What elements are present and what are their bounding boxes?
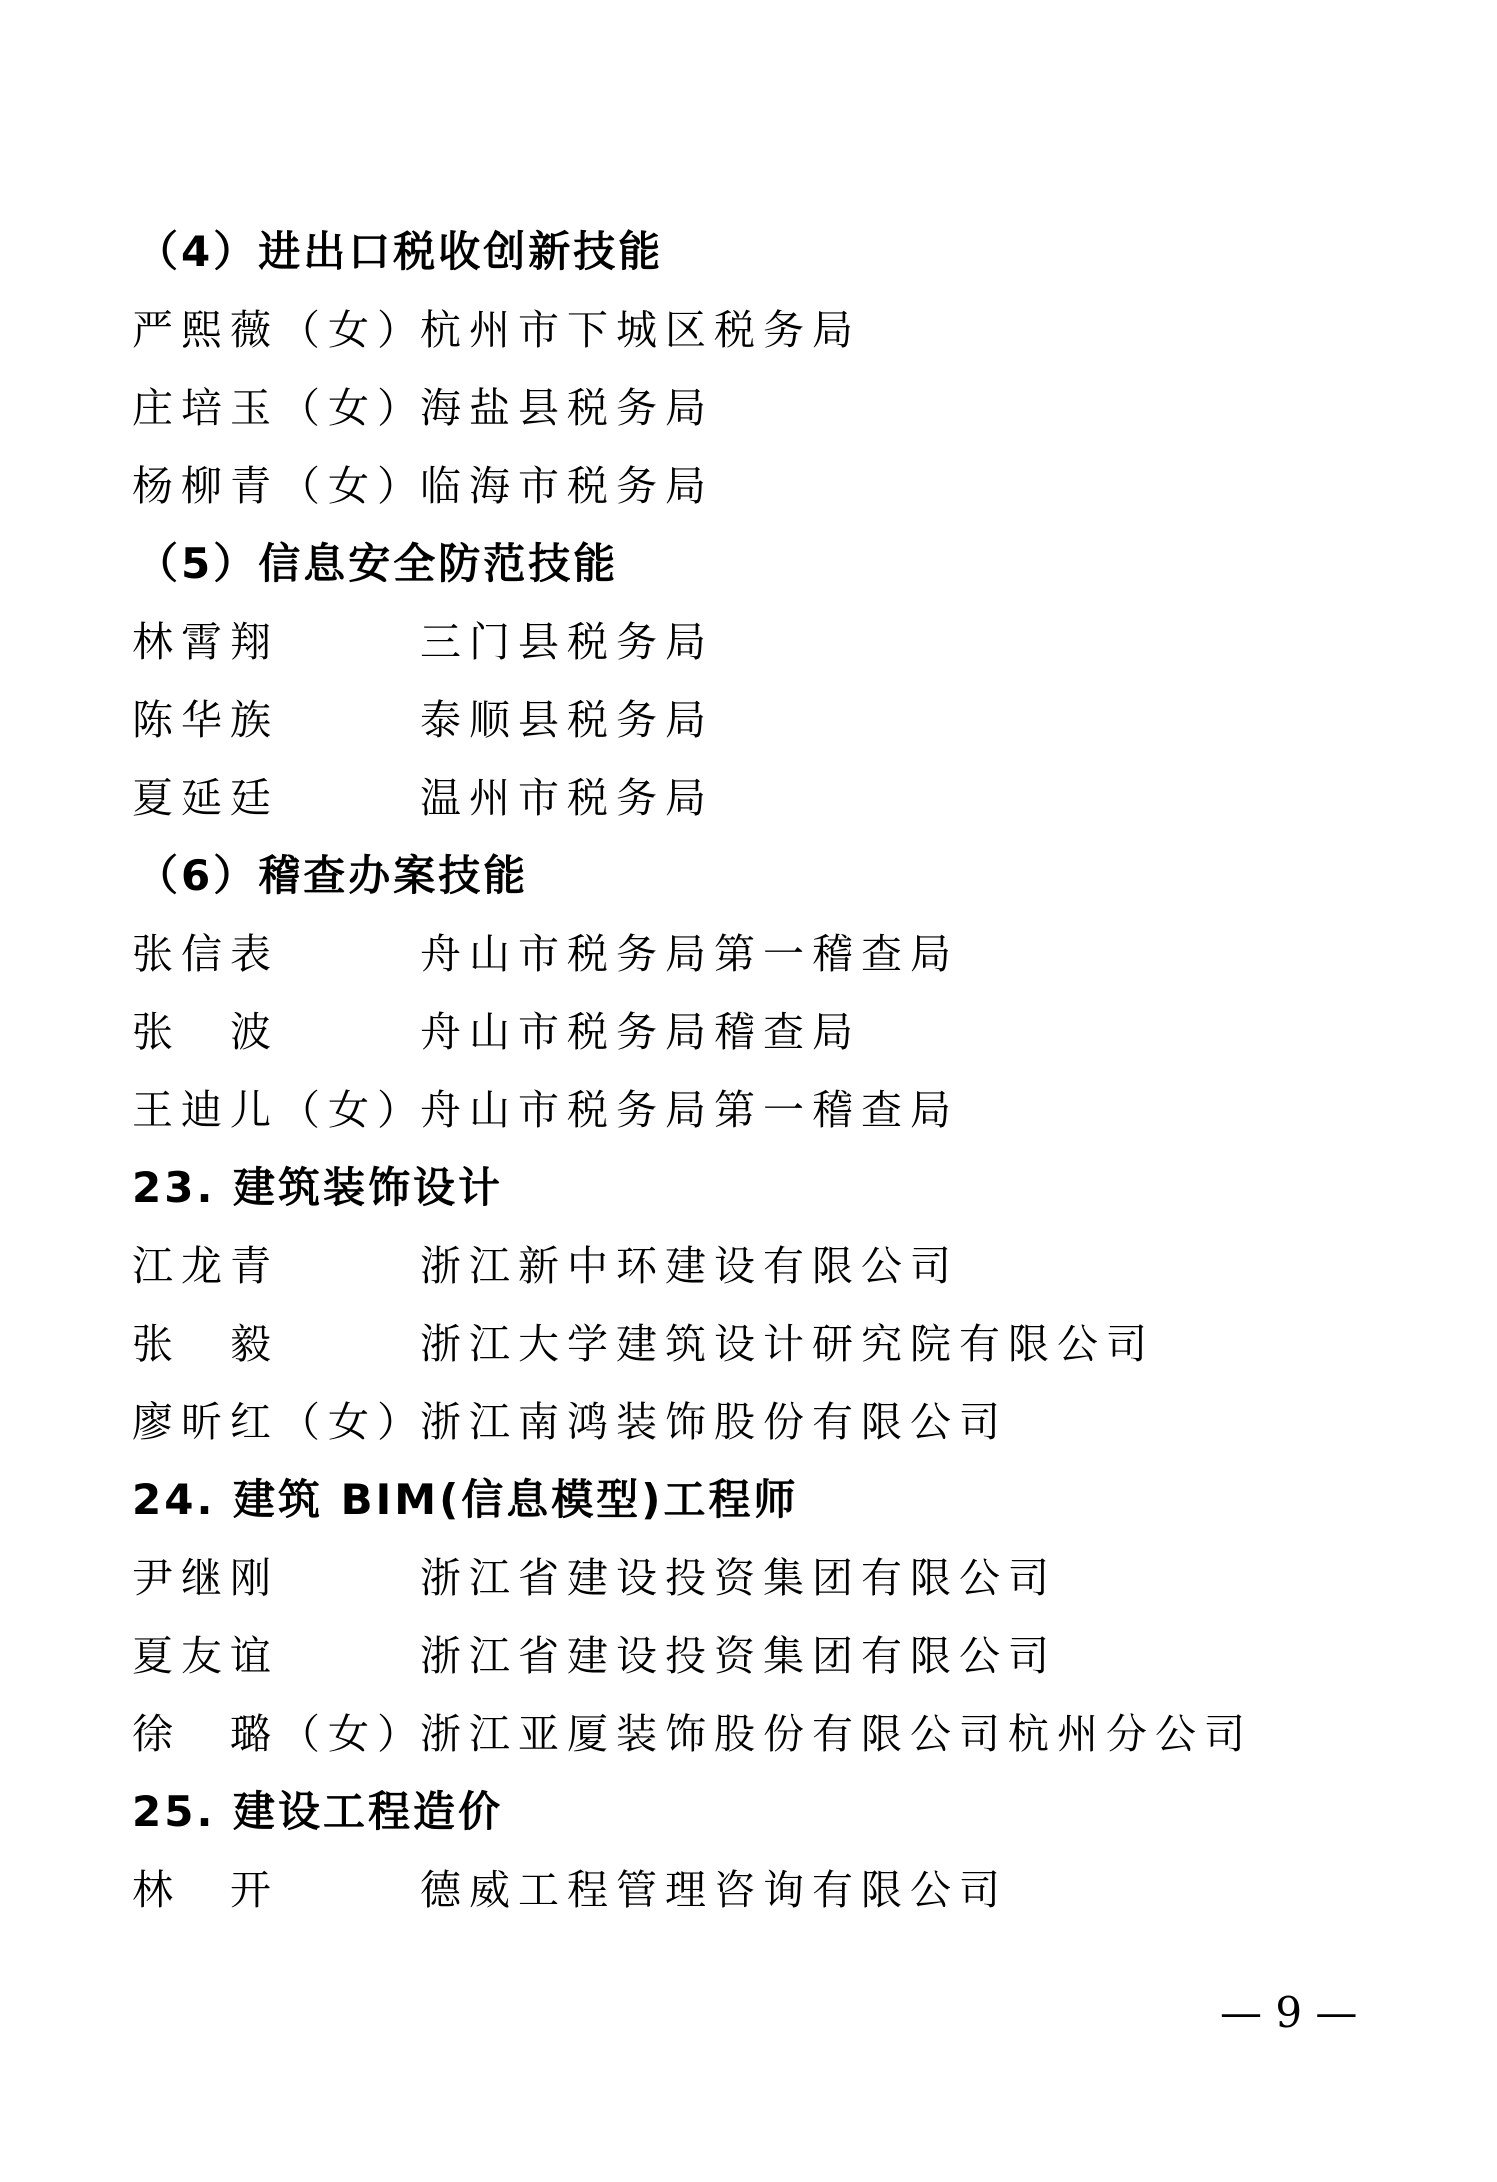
person-name: 张 波	[132, 1008, 279, 1056]
person-name: 杨柳青（女）	[132, 462, 426, 510]
person-name: 江龙青	[132, 1242, 279, 1290]
person-name: 严熙薇（女）	[132, 306, 426, 354]
organization: 舟山市税务局第一稽查局	[420, 930, 959, 978]
organization: 浙江省建设投资集团有限公司	[420, 1632, 1057, 1680]
organization: 临海市税务局	[420, 462, 714, 510]
organization: 海盐县税务局	[420, 384, 714, 432]
person-name: 尹继刚	[132, 1554, 279, 1602]
person-name: 王迪儿（女）	[132, 1086, 426, 1134]
organization: 温州市税务局	[420, 774, 714, 822]
organization: 德威工程管理咨询有限公司	[420, 1866, 1008, 1914]
person-name: 张信表	[132, 930, 279, 978]
organization: 浙江新中环建设有限公司	[420, 1242, 959, 1290]
person-name: 夏友谊	[132, 1632, 279, 1680]
organization: 浙江亚厦装饰股份有限公司杭州分公司	[420, 1710, 1253, 1758]
organization: 三门县税务局	[420, 618, 714, 666]
page-number: — 9 —	[1220, 1988, 1358, 2037]
organization: 舟山市税务局第一稽查局	[420, 1086, 959, 1134]
person-name: 徐 璐（女）	[132, 1710, 426, 1758]
section-heading: （6）稽查办案技能	[136, 851, 529, 900]
person-name: 夏延廷	[132, 774, 279, 822]
organization: 浙江省建设投资集团有限公司	[420, 1554, 1057, 1602]
section-heading: 23. 建筑装饰设计	[132, 1163, 504, 1212]
organization: 舟山市税务局稽查局	[420, 1008, 861, 1056]
section-heading: （4）进出口税收创新技能	[136, 227, 664, 276]
person-name: 廖昕红（女）	[132, 1398, 426, 1446]
organization: 泰顺县税务局	[420, 696, 714, 744]
person-name: 林霄翔	[132, 618, 279, 666]
organization: 浙江大学建筑设计研究院有限公司	[420, 1320, 1155, 1368]
person-name: 张 毅	[132, 1320, 279, 1368]
section-heading: （5）信息安全防范技能	[136, 539, 619, 588]
person-name: 庄培玉（女）	[132, 384, 426, 432]
organization: 杭州市下城区税务局	[420, 306, 861, 354]
organization: 浙江南鸿装饰股份有限公司	[420, 1398, 1008, 1446]
section-heading: 25. 建设工程造价	[132, 1787, 504, 1836]
person-name: 陈华族	[132, 696, 279, 744]
section-heading: 24. 建筑 BIM(信息模型)工程师	[132, 1475, 799, 1524]
person-name: 林 开	[132, 1866, 279, 1914]
